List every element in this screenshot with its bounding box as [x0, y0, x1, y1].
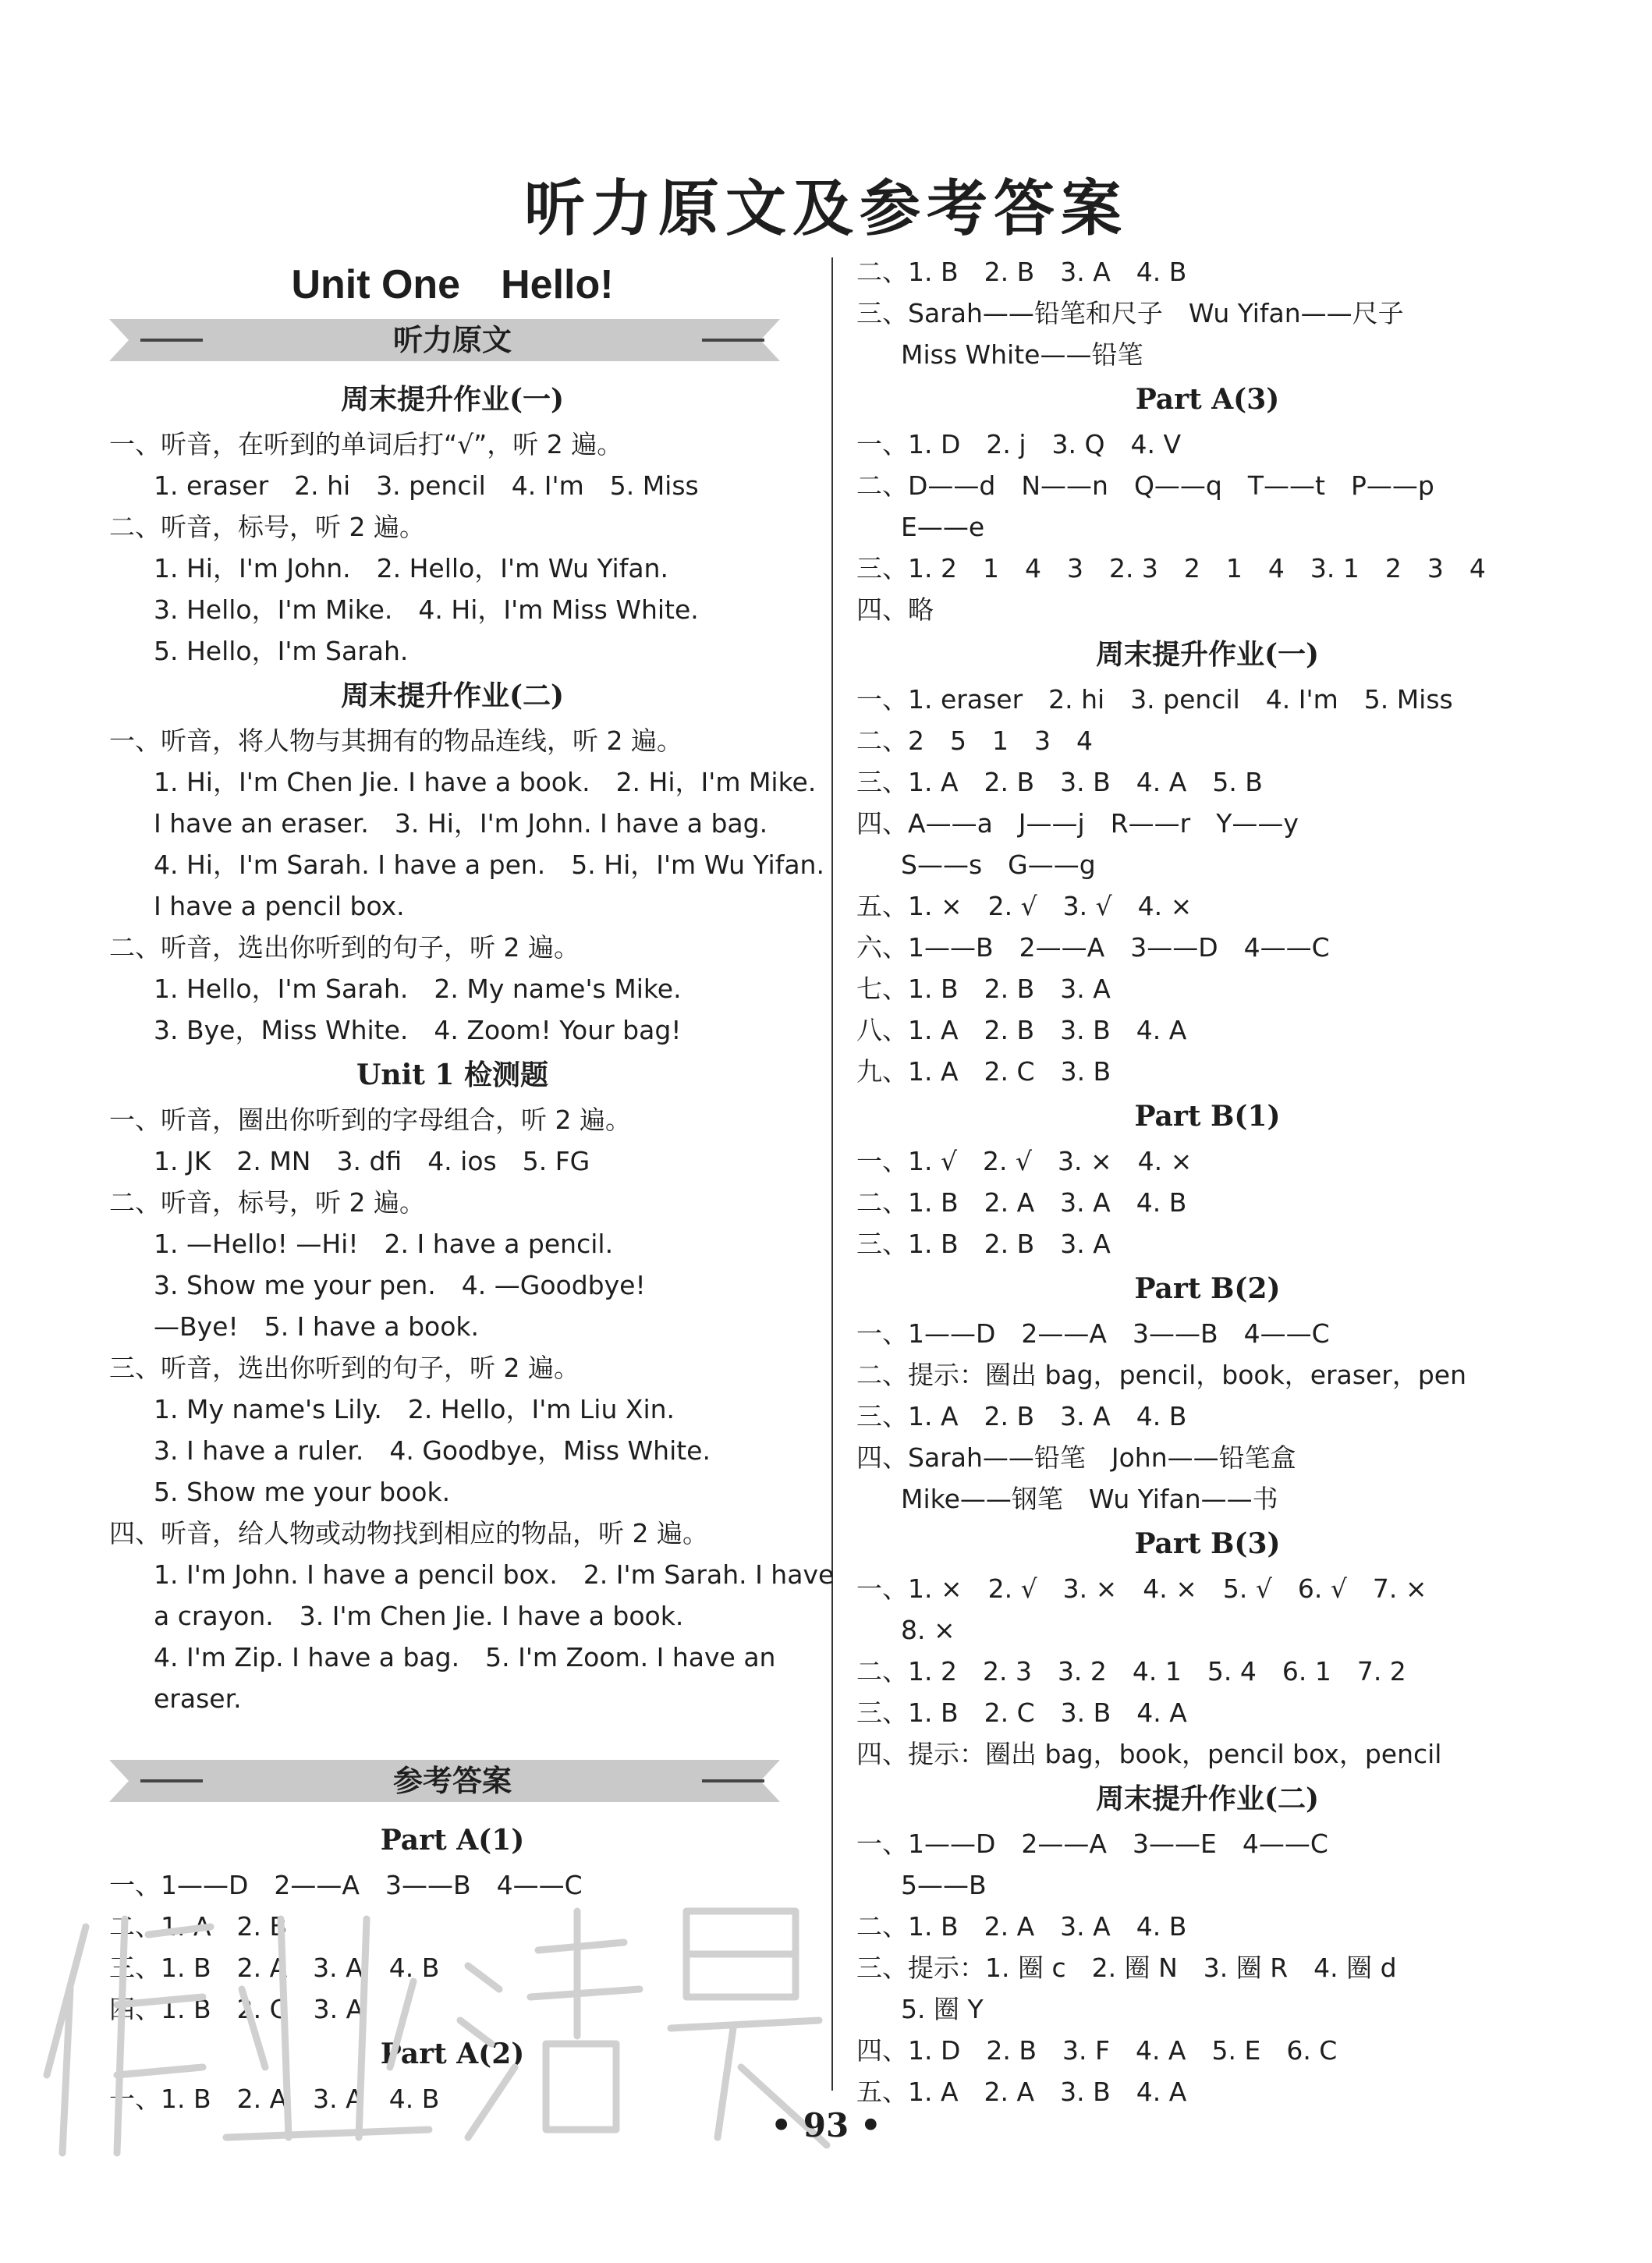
section-heading: Part A(2): [380, 2038, 525, 2070]
answer-line: 一、1. × 2. √ 3. × 4. × 5. √ 6. √ 7. ×: [856, 1573, 1427, 1604]
answer-line: 1. —Hello! —Hi! 2. I have a pencil.: [154, 1229, 614, 1259]
answer-line: 四、提示：圈出 bag，book，pencil box，pencil: [856, 1739, 1442, 1769]
answer-line: 5——B: [901, 1870, 987, 1900]
answer-line: 三、1. B 2. A 3. A 4. B: [109, 1953, 440, 1983]
right-column: [856, 251, 1558, 2112]
answer-line: eraser.: [154, 1683, 242, 1714]
answer-line: 1. JK 2. MN 3. dfi 4. ios 5. FG: [154, 1146, 590, 1176]
answer-line: 一、1——D 2——A 3——B 4——C: [109, 1870, 583, 1900]
answer-line: 八、1. A 2. B 3. B 4. A: [856, 1015, 1187, 1045]
question-line: 二、听音，选出你听到的句子，听 2 遍。: [109, 932, 580, 963]
section-heading: Unit 1 检测题: [356, 1059, 548, 1091]
answer-line: 四、1. B 2. C 3. A: [109, 1994, 364, 2024]
answer-line: 一、1. B 2. A 3. A 4. B: [109, 2084, 440, 2114]
section-heading: 周末提升作业(一): [340, 383, 565, 416]
answer-line: 1. I'm John. I have a pencil box. 2. I'm Sarah. I have: [154, 1559, 835, 1590]
section-heading: Part B(3): [1134, 1527, 1281, 1560]
answer-line: 二、D——d N——n Q——q T——t P——p: [856, 470, 1434, 501]
answer-line: 3. Hello，I'm Mike. 4. Hi，I'm Miss White.: [154, 594, 699, 625]
question-line: 四、听音，给人物或动物找到相应的物品，听 2 遍。: [109, 1518, 708, 1548]
answer-line: 三、1. B 2. B 3. A: [856, 1229, 1111, 1259]
column-divider: [831, 257, 833, 2091]
answer-line: 四、1. D 2. B 3. F 4. A 5. E 6. C: [856, 2035, 1338, 2066]
section-heading: Part A(1): [380, 1824, 525, 1857]
answer-line: 一、1. D 2. j 3. Q 4. V: [856, 429, 1182, 459]
answer-line: Miss White——铅笔: [901, 339, 1143, 370]
answer-line: 二、1. B 2. B 3. A 4. B: [856, 257, 1187, 287]
answer-line: 1. eraser 2. hi 3. pencil 4. I'm 5. Miss: [154, 470, 699, 501]
answer-line: 一、1——D 2——A 3——B 4——C: [856, 1318, 1330, 1349]
banner-answers: [109, 1754, 796, 1808]
banner-label: 听力原文: [392, 323, 512, 357]
page-title: 听力原文及参考答案: [523, 173, 1128, 244]
section-heading: 周末提升作业(二): [340, 679, 565, 712]
answer-line: 三、1. 2 1 4 3 2. 3 2 1 4 3. 1 2 3 4: [856, 553, 1486, 583]
answer-line: 三、1. A 2. B 3. B 4. A 5. B: [856, 767, 1263, 797]
answer-line: Mike——钢笔 Wu Yifan——书: [901, 1484, 1278, 1514]
answer-line: 3. Show me your pen. 4. —Goodbye!: [154, 1270, 646, 1300]
answer-line: 二、1. B 2. A 3. A 4. B: [856, 1187, 1187, 1218]
answer-line: 五、1. A 2. A 3. B 4. A: [856, 2077, 1187, 2107]
answer-line: I have an eraser. 3. Hi，I'm John. I have a bag.: [154, 808, 768, 839]
answer-line: 一、1——D 2——A 3——E 4——C: [856, 1828, 1328, 1859]
unit-title: Unit One Hello!: [291, 262, 614, 307]
answer-line: 五、1. × 2. √ 3. √ 4. ×: [856, 891, 1193, 921]
answer-line: 三、1. A 2. B 3. A 4. B: [856, 1401, 1187, 1431]
answer-line: 三、提示：1. 圈 c 2. 圈 N 3. 圈 R 4. 圈 d: [856, 1953, 1397, 1983]
answer-line: 三、1. B 2. C 3. B 4. A: [856, 1697, 1187, 1728]
answer-line: 六、1——B 2——A 3——D 4——C: [856, 932, 1330, 963]
answer-line: 3. Bye，Miss White. 4. Zoom! Your bag!: [154, 1015, 682, 1045]
section-heading: 周末提升作业(二): [1095, 1782, 1320, 1815]
answer-line: 九、1. A 2. C 3. B: [856, 1056, 1111, 1087]
answer-line: 8. ×: [901, 1615, 955, 1645]
banner-listening-text: [109, 313, 796, 367]
answer-line: 二、2 5 1 3 4: [856, 725, 1093, 756]
page-number: • 93 •: [771, 2106, 881, 2144]
answer-line: 一、1. √ 2. √ 3. × 4. ×: [856, 1146, 1193, 1176]
section-heading: Part B(1): [1134, 1100, 1281, 1133]
question-line: 一、听音，将人物与其拥有的物品连线，听 2 遍。: [109, 725, 682, 756]
question-line: 三、听音，选出你听到的句子，听 2 遍。: [109, 1353, 580, 1383]
section-heading: Part B(2): [1134, 1272, 1281, 1305]
answer-line: 二、提示：圈出 bag，pencil，book，eraser，pen: [856, 1360, 1467, 1390]
answer-line: 四、Sarah——铅笔 John——铅笔盒: [856, 1442, 1296, 1473]
answer-line: 1. Hi，I'm John. 2. Hello，I'm Wu Yifan.: [154, 553, 668, 583]
banner-label: 参考答案: [392, 1764, 512, 1798]
answer-line: 5. Show me your book.: [154, 1477, 451, 1507]
answer-line: 4. I'm Zip. I have a bag. 5. I'm Zoom. I have an: [154, 1642, 776, 1672]
answer-line: 二、1. B 2. A 3. A 4. B: [856, 1911, 1187, 1942]
answer-line: a crayon. 3. I'm Chen Jie. I have a book.: [154, 1601, 684, 1631]
answer-line: 二、1. 2 2. 3 3. 2 4. 1 5. 4 6. 1 7. 2: [856, 1656, 1406, 1687]
answer-line: I have a pencil box.: [154, 891, 405, 921]
answer-line: E——e: [901, 512, 985, 542]
section-heading: 周末提升作业(一): [1095, 638, 1320, 671]
answer-line: 1. Hi，I'm Chen Jie. I have a book. 2. Hi，I'm Mike.: [154, 767, 817, 797]
section-heading: Part A(3): [1135, 383, 1280, 416]
answer-line: S——s G——g: [901, 850, 1096, 880]
answer-line: 七、1. B 2. B 3. A: [856, 974, 1111, 1004]
question-line: 一、听音，圈出你听到的字母组合，听 2 遍。: [109, 1105, 631, 1135]
answer-line: 一、1. eraser 2. hi 3. pencil 4. I'm 5. Miss: [856, 684, 1453, 715]
answer-line: 1. Hello，I'm Sarah. 2. My name's Mike.: [154, 974, 682, 1004]
answer-line: 二、1. A 2. B: [109, 1911, 288, 1942]
question-line: 二、听音，标号，听 2 遍。: [109, 512, 425, 542]
answer-line: 四、略: [856, 594, 934, 625]
answer-line: 4. Hi，I'm Sarah. I have a pen. 5. Hi，I'm Wu Yifan.: [154, 850, 824, 880]
answer-line: 3. I have a ruler. 4. Goodbye，Miss White.: [154, 1435, 711, 1466]
answer-line: —Bye! 5. I have a book.: [154, 1311, 479, 1342]
question-line: 二、听音，标号，听 2 遍。: [109, 1187, 425, 1218]
answer-line: 四、A——a J——j R——r Y——y: [856, 808, 1299, 839]
answer-line: 三、Sarah——铅笔和尺子 Wu Yifan——尺子: [856, 298, 1404, 328]
answer-line: 5. Hello，I'm Sarah.: [154, 636, 409, 666]
question-line: 一、听音，在听到的单词后打“√”，听 2 遍。: [109, 429, 623, 459]
answer-line: 1. My name's Lily. 2. Hello，I'm Liu Xin.: [154, 1394, 675, 1424]
answer-line: 5. 圈 Y: [901, 1994, 984, 2024]
